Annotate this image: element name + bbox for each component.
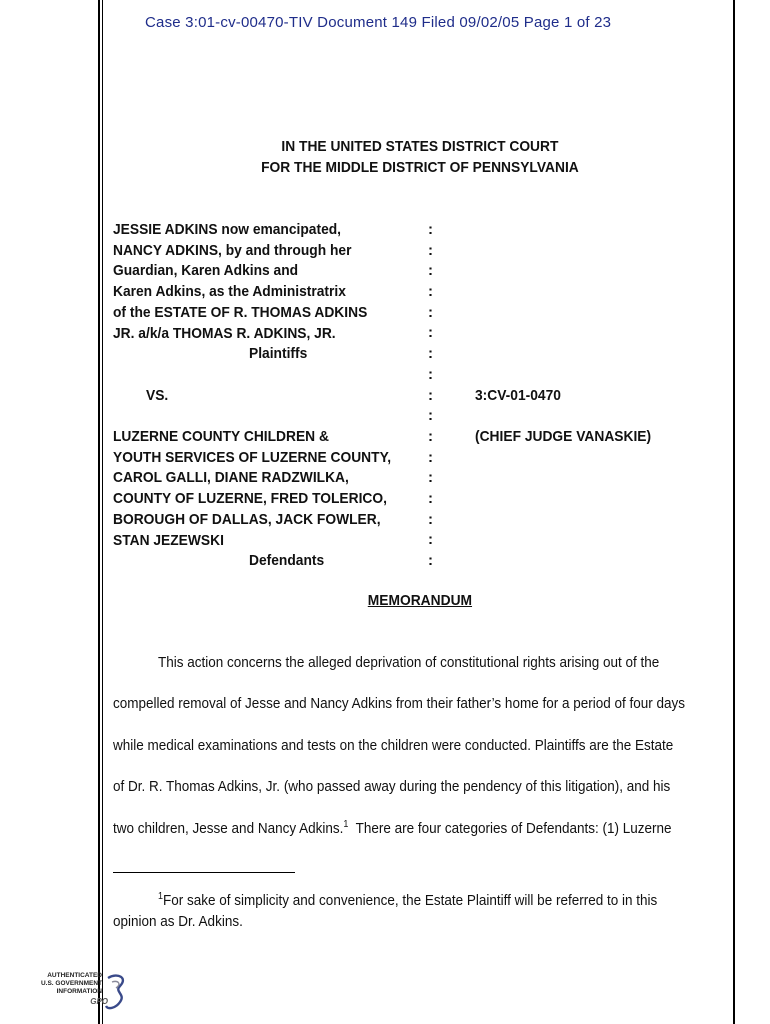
plaintiff-line: JESSIE ADKINS now emancipated, [113, 221, 342, 238]
body-line-5 [113, 820, 672, 837]
court-heading-line-1: IN THE UNITED STATES DISTRICT COURT [281, 138, 559, 155]
footnote-marker: 1 [158, 891, 164, 902]
body-line-5-continuation: There are four categories of Defendants: (1) Luzerne [348, 820, 672, 837]
defendant-line: LUZERNE COUNTY CHILDREN & [113, 428, 329, 445]
footnote-line-1 [158, 892, 657, 909]
caption-colon-column [428, 220, 433, 572]
defendant-line: YOUTH SERVICES OF LUZERNE COUNTY, [113, 448, 392, 466]
body-line-3: while medical examinations and tests on the children were conducted. Plaintiffs are the Estate [113, 737, 674, 754]
caption-colon: : [428, 386, 433, 404]
defendant-line: STAN JEZEWSKI [113, 531, 224, 549]
gpo-logo-line-1: AUTHENTICATED [47, 972, 102, 979]
footnote-text: For sake of simplicity and convenience, the Estate Plaintiff will be referred to in this [163, 892, 658, 909]
caption-colon: : [428, 489, 433, 507]
caption-colon: : [428, 427, 433, 445]
caption-colon: : [428, 531, 433, 549]
caption-colon: : [428, 448, 433, 466]
plaintiff-line: of the ESTATE OF R. THOMAS ADKINS [113, 303, 368, 321]
caption-colon: : [428, 552, 433, 569]
caption-colon: : [428, 365, 433, 383]
defendant-line: CAROL GALLI, DIANE RADZWILKA, [113, 469, 349, 487]
caption-colon: : [428, 283, 433, 301]
court-heading-line-2: FOR THE MIDDLE DISTRICT OF PENNSYLVANIA [261, 159, 579, 176]
left-margin-rule-2 [102, 0, 103, 1024]
defendant-line: BOROUGH OF DALLAS, JACK FOWLER, [113, 510, 381, 528]
caption-colon: : [428, 510, 433, 528]
defendants-label: Defendants [249, 552, 325, 569]
body-line-4: of Dr. R. Thomas Adkins, Jr. (who passed away during the pendency of this litigation), and his [113, 778, 671, 795]
eagle-emblem-icon [104, 972, 130, 1012]
gpo-authentication-logo [38, 972, 130, 1012]
case-header-stamp: Case 3:01-cv-00470-TIV Document 149 Filed 09/02/05 Page 1 of 23 [145, 14, 612, 31]
caption-colon: : [428, 241, 433, 259]
footnote-line-2: opinion as Dr. Adkins. [113, 913, 243, 930]
caption-colon: : [428, 324, 433, 342]
court-heading [126, 136, 715, 178]
caption-colon: : [428, 262, 433, 280]
gpo-logo-line-4: GPO [90, 997, 108, 1006]
defendant-line: COUNTY OF LUZERNE, FRED TOLERICO, [113, 490, 387, 508]
memorandum-title: MEMORANDUM [367, 592, 473, 609]
right-margin-rule [733, 0, 735, 1024]
versus-label: VS. [146, 387, 169, 404]
body-line-1: This action concerns the alleged deprivation of constitutional rights arising out of the [158, 654, 660, 671]
caption-colon: : [428, 303, 433, 321]
plaintiff-line: Karen Adkins, as the Administratrix [113, 283, 346, 301]
plaintiffs-label: Plaintiffs [249, 345, 308, 362]
plaintiffs-block [113, 220, 367, 344]
judge-designation: (CHIEF JUDGE VANASKIE) [475, 428, 652, 445]
gpo-logo-line-3: INFORMATION [56, 988, 102, 995]
plaintiff-line: JR. a/k/a THOMAS R. ADKINS, JR. [113, 324, 336, 342]
caption-colon: : [428, 345, 433, 363]
footnote-rule [113, 872, 295, 873]
plaintiff-line: Guardian, Karen Adkins and [113, 262, 299, 280]
case-number: 3:CV-01-0470 [475, 387, 561, 404]
caption-colon: : [428, 469, 433, 487]
footnote-reference[interactable]: 1 [343, 819, 349, 830]
caption-colon: : [428, 407, 433, 425]
gpo-logo-line-2: U.S. GOVERNMENT [40, 980, 102, 987]
plaintiff-line: NANCY ADKINS, by and through her [113, 241, 352, 259]
body-line-2: compelled removal of Jesse and Nancy Adkins from their father’s home for a period of four days [113, 695, 686, 712]
left-margin-rule-1 [98, 0, 100, 1024]
defendants-block [113, 427, 391, 551]
caption-colon: : [428, 221, 433, 238]
body-line-5-text: two children, Jesse and Nancy Adkins. [113, 820, 344, 837]
